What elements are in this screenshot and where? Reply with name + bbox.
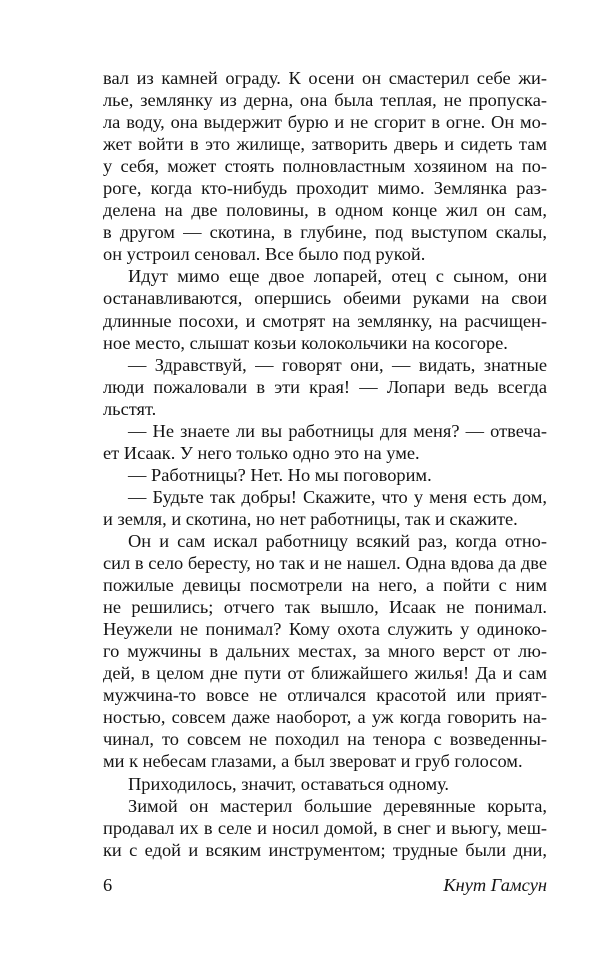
- paragraph: [103, 486, 547, 530]
- text-line: чинал, то совсем не походил на тенора с возведенны-: [103, 729, 547, 750]
- paragraph: [103, 265, 547, 353]
- text-line: делена на две половины, в одном конце жил он сам,: [103, 200, 547, 221]
- text-line: Зимой он мастерил большие деревянные корыта,: [128, 795, 547, 816]
- text-line: ла воду, она выдержит бурю и не сгорит в огне. Он мо-: [103, 112, 547, 133]
- text-line: льстят.: [103, 398, 157, 419]
- text-line: лье, землянку из дерна, она была теплая, не пропуска-: [103, 90, 547, 111]
- page-number: 6: [103, 875, 113, 895]
- text-line: у себя, может стоять полновластным хозяином на по-: [103, 156, 547, 177]
- paragraph: [103, 420, 547, 464]
- text-line: роге, когда кто-нибудь проходит мимо. Землянка раз-: [103, 178, 547, 199]
- text-line: ное место, слышат козьи колокольчики на косогоре.: [103, 332, 508, 353]
- text-line: — Будьте так добры! Скажите, что у меня есть дом,: [128, 486, 547, 507]
- text-line: ностью, совсем даже наоборот, а уж когда говорить на-: [103, 707, 547, 728]
- running-title: Кнут Гамсун: [443, 875, 547, 895]
- text-line: продавал их в селе и носил домой, в снег и вьюгу, меш-: [103, 817, 547, 838]
- text-line: — Здравствуй, — говорят они, — видать, знатные: [128, 354, 547, 375]
- page-body-text: [103, 67, 547, 861]
- text-line: пожилые девицы посмотрели на него, а пойти с ним: [103, 575, 547, 596]
- text-line: сил в село бересту, но так и не нашел. Одна вдова да две: [103, 553, 547, 574]
- text-line: дей, в целом дне пути от ближайшего жилья! Да и сам: [103, 663, 547, 684]
- text-line: останавливаются, опершись обеими руками на свои: [103, 288, 547, 309]
- text-line: ми к небесам глазами, а был звероват и груб голосом.: [103, 751, 523, 772]
- text-line: и земля, и скотина, но нет работницы, так и скажите.: [103, 508, 518, 529]
- paragraph: [103, 530, 547, 773]
- text-line: — Не знаете ли вы работницы для меня? — отвеча-: [128, 420, 547, 441]
- text-line: Неужели не понимал? Кому охота служить у одиноко-: [103, 619, 547, 640]
- paragraph: [103, 773, 547, 795]
- text-line: ки с едой и всяким инструментом; трудные были дни,: [103, 839, 547, 860]
- text-line: он устроил сеновал. Все было под рукой.: [103, 244, 426, 265]
- paragraph: [103, 795, 547, 861]
- text-line: Он и сам искал работницу всякий раз, когда отно-: [128, 530, 547, 551]
- paragraph: [103, 67, 547, 265]
- text-line: — Работницы? Нет. Но мы поговорим.: [128, 464, 432, 485]
- paragraph: [103, 464, 547, 486]
- text-line: Приходилось, значит, оставаться одному.: [128, 773, 450, 794]
- text-line: не решились; отчего так вышло, Исаак не понимал.: [103, 597, 547, 618]
- text-line: го мужчины в дальних местах, за много верст от лю-: [103, 641, 547, 662]
- text-line: в другом — скотина, в глубине, под выступом скалы,: [103, 222, 547, 243]
- text-line: жет войти в это жилище, затворить дверь и сидеть там: [103, 134, 547, 155]
- text-line: ет Исаак. У него только одно это на уме.: [103, 442, 420, 463]
- paragraph: [103, 354, 547, 420]
- text-line: люди пожаловали в эти края! — Лопари ведь всегда: [103, 376, 547, 397]
- text-line: длинные посохи, и смотрят на землянку, на расчищен-: [103, 310, 547, 331]
- text-line: вал из камней ограду. К осени он смастерил себе жи-: [103, 68, 547, 88]
- text-line: мужчина-то вовсе не отличался красотой или прият-: [103, 685, 547, 706]
- text-line: Идут мимо еще двое лопарей, отец с сыном, они: [128, 266, 547, 287]
